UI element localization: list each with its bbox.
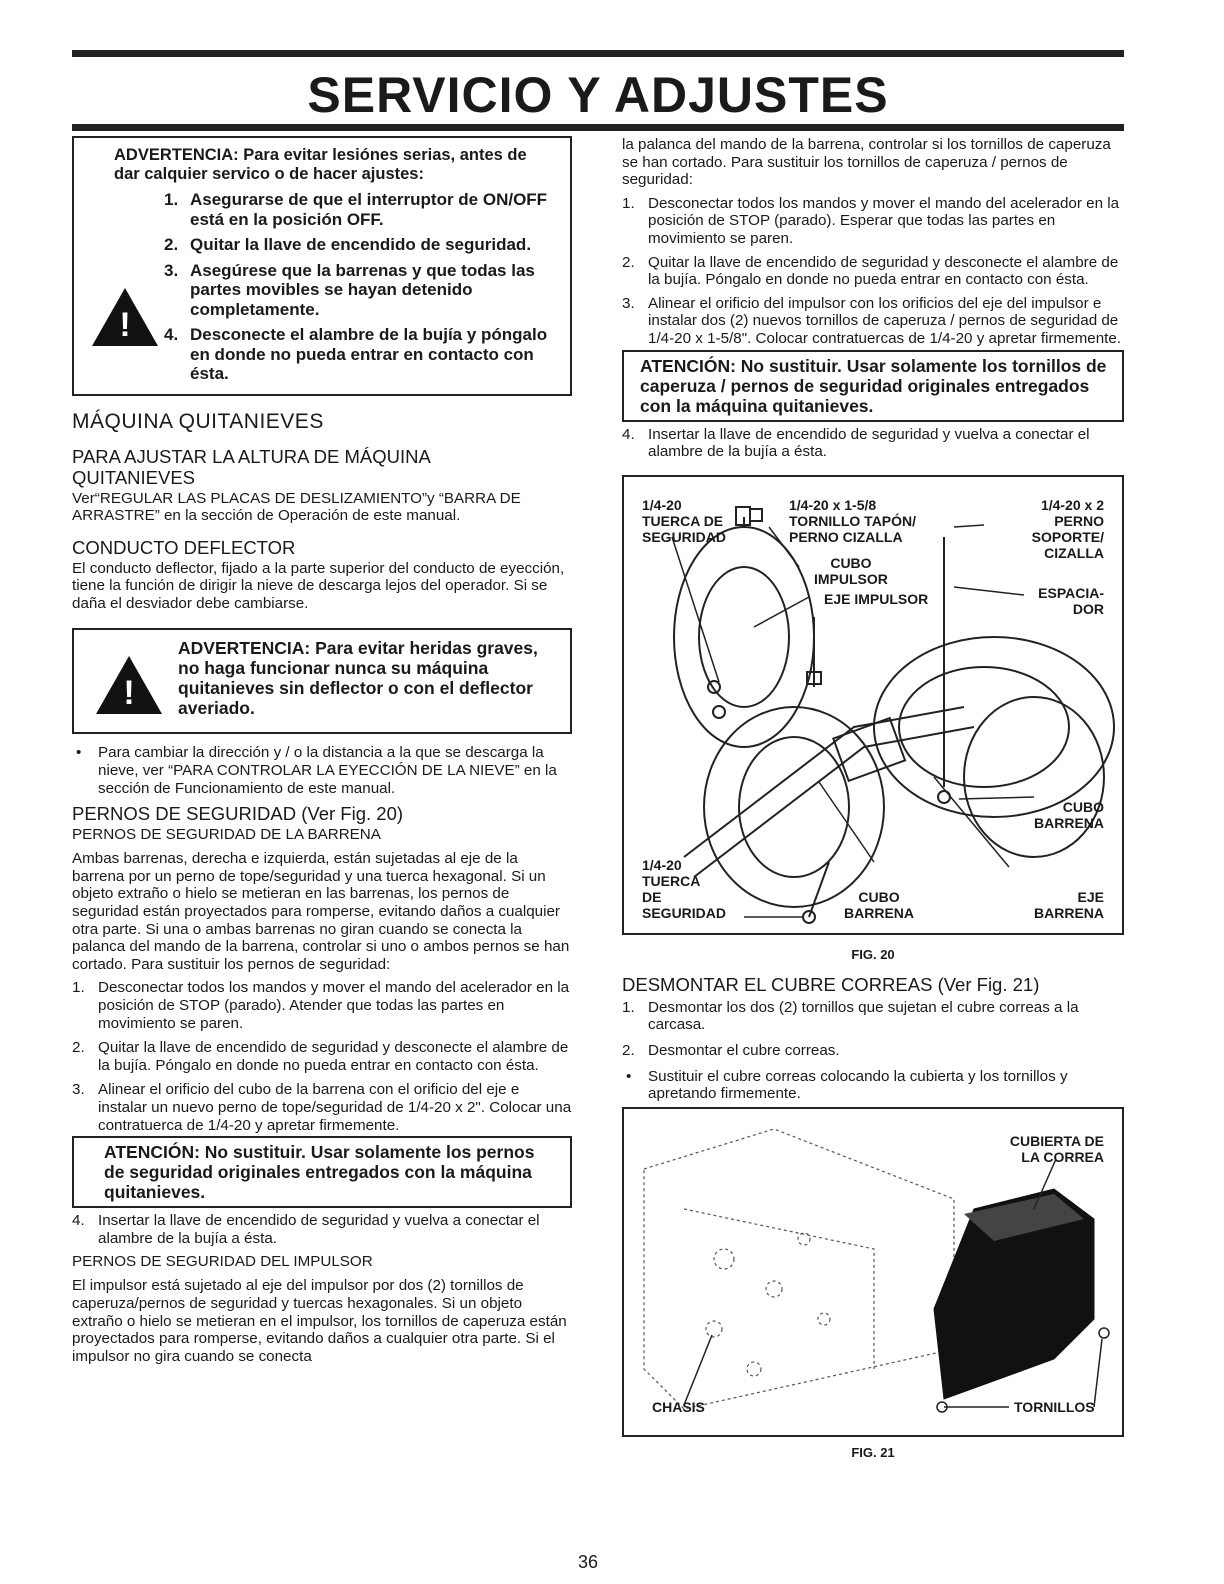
altura-text: Ver“REGULAR LAS PLACAS DE DESLIZAMIENTO”y “BARRA DE ARRASTRE” en la sección de Operación de este manual. (72, 489, 521, 525)
page-number: 36 (578, 1552, 599, 1572)
pernos-text: Ambas barrenas, derecha e izquierda, están sujetadas al eje de la barrena por un perno de tope/seguridad y una tuerca hexagonal. Si un objeto extraño o hielo se metieran en las barrenas, los pernos de seguridad están proyectados para romperse, evitando daños a cualquier otra parte. Si una o ambas barrenas no giran cuando se conecta la palanca del mando de la barrena, controlar si uno o ambos pernos se han cortado. Para sustituir los pernos de seguridad: (72, 850, 570, 973)
step-item: 4. Insertar la llave de encendido de seguridad y vuelva a conectar el alambre de la bujía a ésta. (72, 1212, 540, 1247)
warning-step: 4. Desconecte el alambre de la bujía y póngalo en donde no pueda entrar en contacto con ésta. (164, 325, 548, 383)
correas-steps (622, 999, 1124, 1060)
section-title: MÁQUINA QUITANIEVES (72, 409, 324, 433)
impulsor-continued-text: la palanca del mando de la barrena, controlar si los tornillos de caperuza se han cortado. Para sustituir los tornillos de caperuza / pernos de seguridad: (622, 136, 1111, 189)
step-4 (622, 426, 1124, 461)
step-4 (72, 1212, 572, 1247)
exclamation-icon: ! (119, 306, 131, 344)
atencion-text: ATENCIÓN: No sustituir. Usar solamente los tornillos de caperuza / pernos de seguridad originales entregados con la máquina quitanieves. (640, 355, 1107, 416)
label-eje-impulsor: EJE IMPULSOR (824, 590, 929, 607)
right-column (622, 136, 1124, 1460)
figure-20-caption: FIG. 20 (851, 946, 895, 962)
warning-heading: ADVERTENCIA: Para evitar lesiónes serias, antes de dar calquier servico o de hacer ajustes: (114, 146, 527, 183)
atencion-text: ATENCIÓN: No sustituir. Usar solamente los pernos de seguridad originales entregados con la máquina quitanieves. (104, 1142, 535, 1203)
step-item: 2. Desmontar el cubre correas. (622, 1041, 840, 1059)
label-cubo-barrena-bottom: CUBO BARRENA (844, 888, 914, 921)
warning-step: 2. Quitar la llave de encendido de seguridad. (164, 235, 532, 254)
altura-heading: PARA AJUSTAR LA ALTURA DE MÁQUINA QUITANIEVES (72, 445, 430, 488)
atencion-box (622, 350, 1124, 422)
top-rule (72, 50, 1124, 57)
pernos-heading: PERNOS DE SEGURIDAD (Ver Fig. 20) (72, 803, 404, 825)
step-item: 3. Alinear el orificio del cubo de la barrena con el orificio del eje e instalar un nuevo perno de tope/seguridad de 1/4-20 x 2". Colocar una contratuerca de 1/4-20 y apretar firmemente. (72, 1081, 572, 1134)
step-item: 1. Desmontar los dos (2) tornillos que sujetan el cubre correas a la carcasa. (622, 998, 1079, 1034)
warning-step: 1. Asegurarse de que el interruptor de ON/OFF está en la posición OFF. (164, 190, 548, 229)
warning-deflector-text: ADVERTENCIA: Para evitar heridas graves, no haga funcionar nunca su máquina quitanieves sin deflector o con el deflector averiado. (178, 638, 538, 719)
title-underline (72, 124, 1124, 131)
label-perno-soporte: 1/4-20 x 2 PERNO SOPORTE/ CIZALLA (1031, 496, 1104, 561)
step-item: 4. Insertar la llave de encendido de seguridad y vuelva a conectar el alambre de la bujía a ésta. (622, 425, 1090, 461)
exclamation-icon: ! (123, 674, 135, 713)
left-column (72, 136, 572, 1365)
label-cubo-impulsor: CUBO IMPULSOR (814, 554, 888, 587)
atencion-box (72, 1136, 572, 1208)
warning-steps (164, 190, 556, 384)
page-title: SERVICIO Y ADJUSTES (307, 67, 889, 123)
step-item: 2. Quitar la llave de encendido de seguridad y desconecte el alambre de la bujía. Póngalo en donde no pueda entrar en contacto con ésta. (72, 1039, 569, 1074)
figure-21-caption: FIG. 21 (851, 1444, 895, 1460)
label-tuerca-seguridad-top: 1/4-20 TUERCA DE SEGURIDAD (642, 496, 727, 545)
bullet-item: • Para cambiar la dirección y / o la distancia a la que se descarga la nieve, ver “PARA CONTROLAR LA EYECCIÓN DE LA NIEVE” en la sección de Funcionamiento de este manual. (76, 744, 557, 797)
label-tornillos: TORNILLOS (1014, 1398, 1095, 1415)
step-item: 2. Quitar la llave de encendido de seguridad y desconecte el alambre de la bujía. Póngalo en donde no pueda entrar en contacto con ésta. (622, 253, 1119, 289)
figure-20 (622, 475, 1124, 935)
label-chasis: CHASIS (652, 1398, 705, 1415)
pernos-steps (72, 979, 572, 1134)
figure-21 (622, 1107, 1124, 1437)
impulsor-steps (622, 195, 1124, 348)
impulsor-subheading: PERNOS DE SEGURIDAD DEL IMPULSOR (72, 1253, 373, 1271)
label-cubo-barrena-right: CUBO BARRENA (1034, 798, 1104, 831)
step-item: 1. Desconectar todos los mandos y mover el mando del acelerador en la posición de STOP (parado). Esperar que todas las partes en movimiento se paren. (622, 194, 1120, 247)
label-tuerca-seguridad-bottom: 1/4-20 TUERCA DE SEGURIDAD (642, 856, 727, 921)
step-item: 3. Alinear el orificio del impulsor con los orificios del eje del impulsor e instalar dos (2) nuevos tornillos de caperuza / pernos de seguridad de 1/4-20 x 1-5/8". Colocar contratuercas de 1/4-20 y apretar firmemente. (622, 294, 1122, 347)
label-tornillo-tapon: 1/4-20 x 1-5/8 TORNILLO TAPÓN/ PERNO CIZALLA (789, 496, 917, 545)
impulsor-text: El impulsor está sujetado al eje del impulsor por dos (2) tornillos de caperuza/pernos de seguridad y tuercas hexagonales. Si un objeto extraño o hielo se metieran en el impulsor, los tornillos de caperuza están proyectados para romperse, evitando daños a cualquier otra parte. Si el impulsor no gira cuando se conecta (72, 1277, 567, 1365)
bullet-item: • Sustituir el cubre correas colocando la cubierta y los tornillos y apretando firmemente. (626, 1067, 1068, 1103)
warning-step: 3. Asegúrese que la barrenas y que todas las partes movibles se hayan detenido completamente. (164, 260, 535, 319)
conducto-heading: CONDUCTO DEFLECTOR (72, 536, 296, 558)
correas-heading: DESMONTAR EL CUBRE CORREAS (Ver Fig. 21) (622, 973, 1040, 995)
label-eje-barrena: EJE BARRENA (1034, 888, 1104, 921)
step-item: 1. Desconectar todos los mandos y mover el mando del acelerador en la posición de STOP (parado). Atender que todas las partes en movimiento se paren. (72, 979, 570, 1032)
label-cubierta-correa: CUBIERTA DE LA CORREA (1009, 1132, 1104, 1165)
conducto-text: El conducto deflector, fijado a la parte superior del conducto de eyección, tiene la función de dirigir la nieve de descarga lejos del operador. Si se daña el desviador debe cambiarse. (72, 559, 565, 612)
label-espaciador: ESPACIA- DOR (1038, 584, 1104, 617)
warning-box-deflector (72, 628, 572, 734)
pernos-subheading: PERNOS DE SEGURIDAD DE LA BARRENA (72, 826, 381, 844)
warning-box-service (72, 136, 572, 396)
